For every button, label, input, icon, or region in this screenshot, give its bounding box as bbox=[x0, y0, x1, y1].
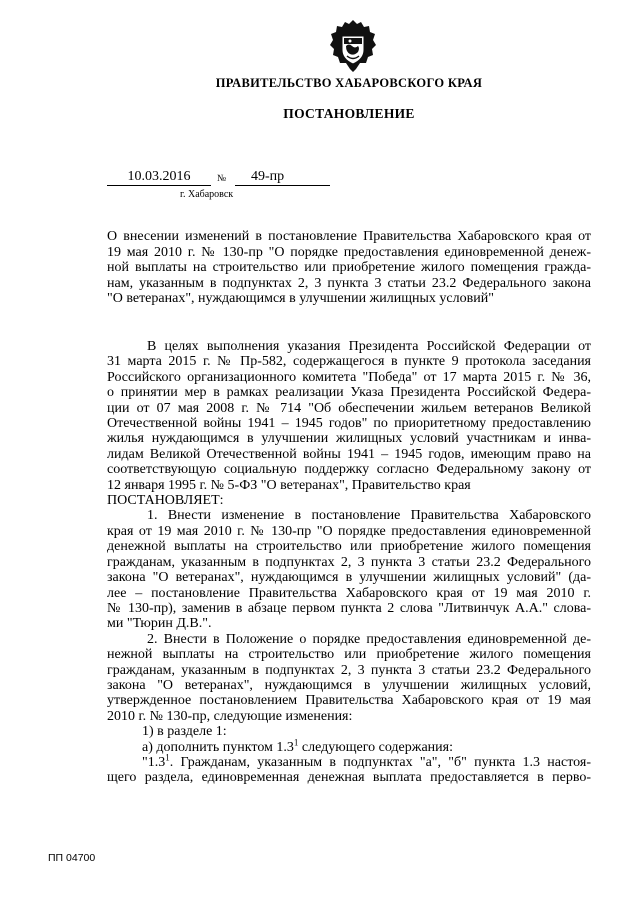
subject-line: ной выплаты на строительство или приобретение жилого помещения гражда- bbox=[107, 260, 591, 275]
body-line: денежной выплаты на строительство или приобретение жилого помещения bbox=[107, 539, 591, 555]
resolves-heading: ПОСТАНОВЛЯЕТ: bbox=[107, 493, 224, 509]
body-line: утвержденное постановлением Правительства Хабаровского края от 19 мая bbox=[107, 693, 591, 709]
document-city: г. Хабаровск bbox=[180, 189, 234, 200]
body-line: нежной выплаты на строительство или приобретение жилого помещения bbox=[107, 647, 591, 663]
body-text-fragment: следующего содержания: bbox=[298, 739, 453, 755]
subject-line: нам, указанным в подпунктах 2, 3 пункта 3 статьи 23.2 Федерального закона bbox=[107, 275, 591, 291]
document-body bbox=[107, 339, 591, 786]
body-line: 2. Внести в Положение о порядке предоставления единовременной де- bbox=[147, 631, 591, 647]
body-line: закона "О ветеранах", нуждающимся в улучшении жилищных условий" (да- bbox=[107, 570, 591, 586]
document-subject bbox=[107, 229, 591, 307]
khabarovsk-krai-emblem-icon bbox=[328, 18, 378, 74]
superscript: 1 bbox=[165, 752, 170, 763]
government-title: ПРАВИТЕЛЬСТВО ХАБАРОВСКОГО КРАЯ bbox=[215, 76, 483, 90]
document-type-title: ПОСТАНОВЛЕНИЕ bbox=[283, 106, 415, 121]
body-line bbox=[107, 736, 591, 755]
body-line: 2010 г. № 130-пр, следующие изменения: bbox=[107, 708, 353, 724]
document-date: 10.03.2016 bbox=[107, 168, 211, 186]
body-line: закона "О ветеранах", нуждающимся в улучшении жилищных условий, bbox=[107, 677, 591, 693]
body-line: Отечественной войны 1941 – 1945 годов" по приоритетному предоставлению bbox=[107, 416, 591, 432]
body-text-fragment: "1.3 bbox=[142, 754, 166, 770]
number-mark: № bbox=[217, 174, 227, 184]
body-line: Российского организационного комитета "Победа" от 17 марта 2015 г. № 36, bbox=[107, 369, 591, 385]
subject-line: "О ветеранах", нуждающимся в улучшении жилищных условий" bbox=[107, 291, 494, 306]
body-line: 12 января 1995 г. № 5-ФЗ "О ветеранах", Правительство края bbox=[107, 477, 471, 493]
body-line: В целях выполнения указания Президента Российской Федерации от bbox=[147, 339, 591, 354]
body-line: 1) в разделе 1: bbox=[142, 724, 227, 740]
body-line: № 130-пр), заменив в абзаце первом пункта 2 слова "Литвинчук А.А." слова- bbox=[107, 600, 591, 616]
body-line bbox=[107, 752, 591, 770]
body-line: ми "Тюрин Д.В.". bbox=[107, 616, 212, 632]
body-line: соответствующую социальную поддержку согласно Федеральному закону от bbox=[107, 462, 591, 478]
body-line: края от 19 мая 2010 г. № 130-пр "О порядке предоставления единовременной bbox=[107, 523, 591, 539]
body-line: гражданам, указанным в подпунктах 2, 3 пункта 3 статьи 23.2 Федерального bbox=[107, 662, 591, 678]
body-line: 31 марта 2015 г. № Пр-582, содержащегося в пункте 9 протокола заседания bbox=[107, 354, 591, 370]
body-line: щего раздела, единовременная денежная выплата предоставляется в перво- bbox=[107, 770, 591, 786]
body-line: жилья нуждающимся в улучшении жилищных условий участникам и инва- bbox=[107, 431, 591, 447]
superscript: 1 bbox=[293, 736, 299, 747]
body-line: ции от 07 мая 2008 г. № 714 "Об обеспечении жильем ветеранов Великой bbox=[107, 400, 591, 416]
body-line: гражданам, указанным в подпунктах 2, 3 пункта 3 статьи 23.2 Федерального bbox=[107, 554, 591, 570]
body-text-fragment: . Гражданам, указанным в подпунктах "а", "б" пункта 1.3 настоя- bbox=[169, 754, 591, 770]
body-text-fragment: а) дополнить пунктом 1.3 bbox=[142, 739, 294, 755]
document-code: ПП 04700 bbox=[48, 852, 96, 864]
body-line: о принятии мер в рамках реализации Указа Президента Российской Федера- bbox=[107, 385, 591, 401]
body-line: 1. Внести изменение в постановление Правительства Хабаровского bbox=[147, 508, 591, 524]
subject-line: 19 мая 2010 г. № 130-пр "О порядке предоставления единовременной денеж- bbox=[107, 244, 591, 260]
document-number: 49-пр bbox=[235, 168, 330, 186]
body-line: лее – постановление Правительства Хабаровского края от 19 мая 2010 г. bbox=[107, 585, 591, 601]
subject-line: О внесении изменений в постановление Правительства Хабаровского края от bbox=[107, 229, 591, 244]
body-line: лидам Великой Отечественной войны 1941 – 1945 годов, имеющим право на bbox=[107, 446, 591, 462]
